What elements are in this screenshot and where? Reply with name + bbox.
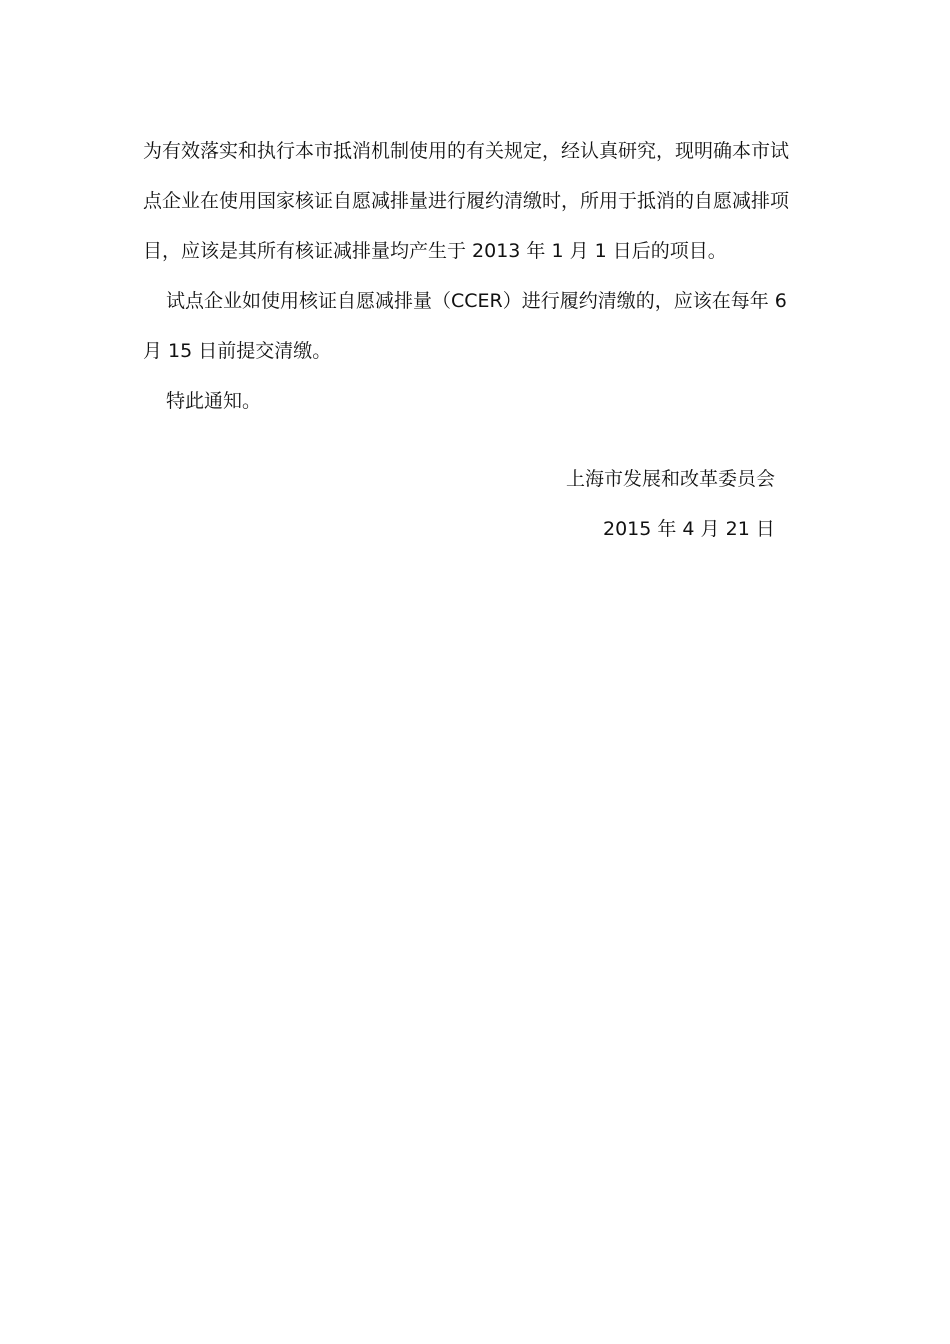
issuer-signature: 上海市发展和改革委员会 [566, 468, 776, 490]
paragraph-2-line-2: 月 15 日前提交清缴。 [143, 340, 332, 362]
paragraph-1-line-3: 目，应该是其所有核证减排量均产生于 2013 年 1 月 1 日后的项目。 [143, 240, 727, 262]
paragraph-1-line-1: 为有效落实和执行本市抵消机制使用的有关规定，经认真研究，现明确本市试 [143, 140, 790, 162]
paragraph-2-line-1: 试点企业如使用核证自愿减排量（CCER）进行履约清缴的，应该在每年 6 [166, 290, 787, 312]
paragraph-1-line-2: 点企业在使用国家核证自愿减排量进行履约清缴时，所用于抵消的自愿减排项 [143, 190, 790, 212]
document-body [143, 126, 803, 426]
paragraph-3-line-1: 特此通知。 [166, 390, 262, 412]
issue-date: 2015 年 4 月 21 日 [603, 518, 775, 540]
